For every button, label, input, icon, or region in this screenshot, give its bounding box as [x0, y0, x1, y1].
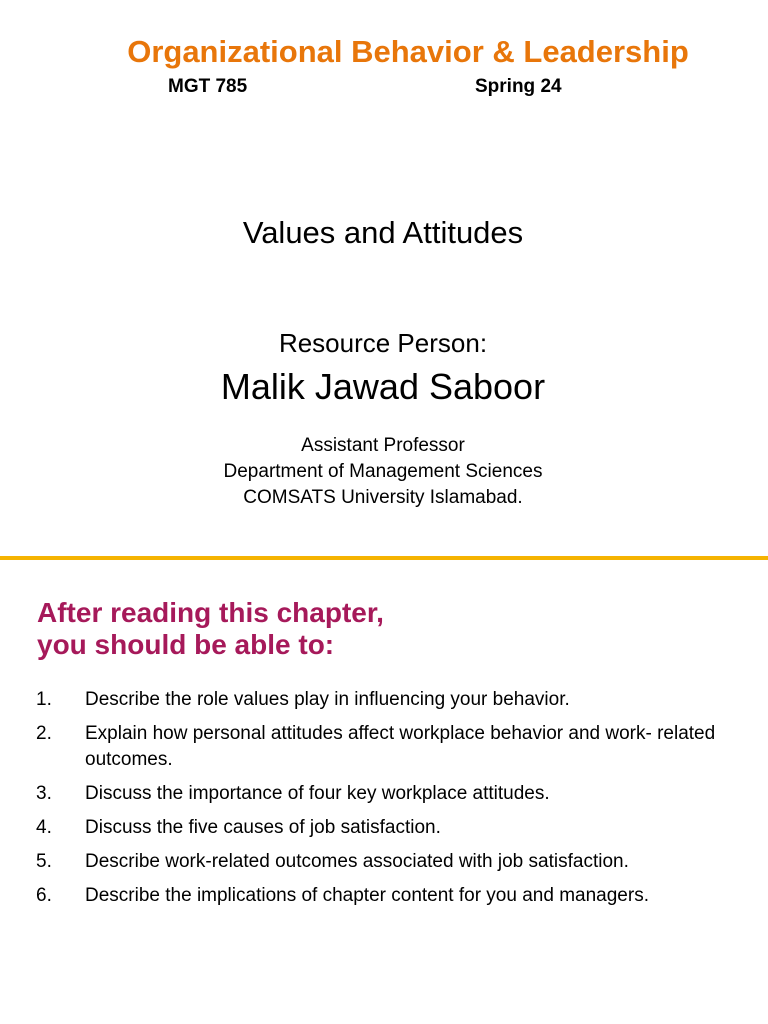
list-item-text: Discuss the five causes of job satisfaction.: [85, 817, 441, 838]
list-item: [0, 883, 768, 909]
course-title: Organizational Behavior & Leadership: [127, 34, 689, 69]
list-item-text: Describe work-related outcomes associated with job satisfaction.: [85, 851, 629, 872]
resource-person-name: Malik Jawad Saboor: [220, 366, 546, 407]
objectives-heading: [37, 597, 384, 661]
list-item: [0, 721, 768, 773]
resource-person-label: Resource Person:: [278, 328, 488, 358]
affiliation-title: Assistant Professor: [301, 435, 465, 456]
lecture-topic: Values and Attitudes: [242, 215, 524, 250]
list-item: [0, 849, 768, 875]
list-item-number: 5.: [36, 851, 52, 872]
list-item-text: Describe the implications of chapter content for you and managers.: [85, 885, 649, 906]
course-code: MGT 785: [168, 76, 248, 97]
affiliation-block: [0, 433, 766, 511]
affiliation-university: COMSATS University Islamabad.: [243, 487, 523, 508]
objectives-list: [0, 687, 768, 917]
list-item-text: Explain how personal attitudes affect workplace behavior and work- related outcomes.: [85, 723, 716, 770]
objectives-heading-line2: you should be able to:: [37, 629, 335, 660]
list-item-number: 1.: [36, 689, 52, 710]
list-item-number: 4.: [36, 817, 52, 838]
list-item-text: Describe the role values play in influencing your behavior.: [85, 689, 570, 710]
list-item: [0, 781, 768, 807]
objectives-slide: [0, 560, 768, 1024]
affiliation-department: Department of Management Sciences: [223, 461, 543, 482]
list-item: [0, 815, 768, 841]
list-item-number: 6.: [36, 885, 52, 906]
list-item: [0, 687, 768, 713]
course-term: Spring 24: [475, 76, 562, 97]
list-item-text: Discuss the importance of four key workplace attitudes.: [85, 783, 550, 804]
objectives-heading-line1: After reading this chapter,: [37, 597, 384, 628]
list-item-number: 3.: [36, 783, 52, 804]
list-item-number: 2.: [36, 723, 52, 744]
